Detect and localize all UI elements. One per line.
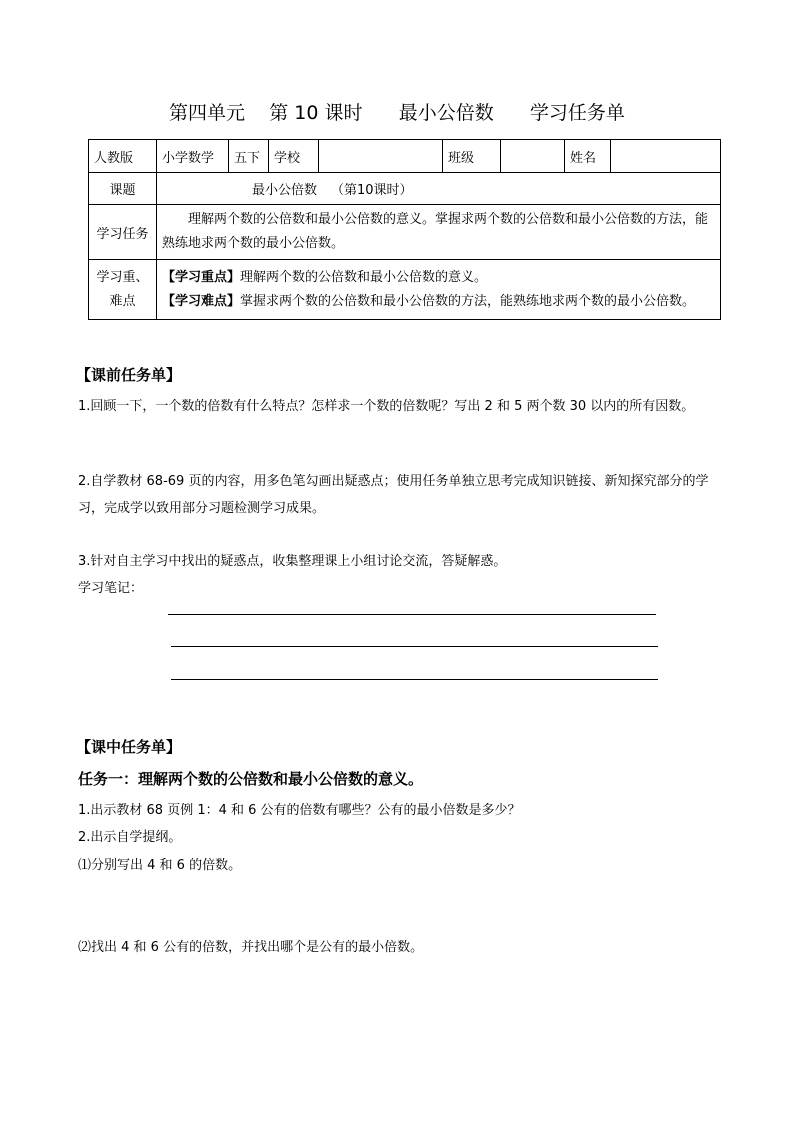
- focus-label-line2: 难点: [109, 293, 136, 309]
- in-class-sub-1: ⑴分别写出 4 和 6 的倍数。: [78, 858, 242, 873]
- focus-label: [89, 260, 157, 320]
- focus-cell: [157, 260, 721, 320]
- difficulty-label: 【学习难点】: [162, 293, 241, 309]
- focus-label-line1: 学习重、: [96, 269, 149, 285]
- topic-label: 课题: [89, 173, 157, 205]
- task1-title: 任务一：理解两个数的公倍数和最小公倍数的意义。: [78, 770, 424, 788]
- info-table: [88, 139, 721, 320]
- pre-class-item-1: 1.回顾一下，一个数的倍数有什么特点？怎样求一个数的倍数呢？写出 2 和 5 两个数 30 以内的所有因数。: [78, 399, 695, 414]
- key-point-label: 【学习重点】: [162, 269, 241, 285]
- difficulty-text: 掌握求两个数的公倍数和最小公倍数的方法，能熟练地求两个数的最小公倍数。: [240, 293, 696, 309]
- topic-cell: [157, 173, 721, 205]
- notes-label: 学习笔记：: [78, 581, 144, 596]
- key-point: [162, 266, 715, 290]
- name-field[interactable]: [611, 140, 721, 173]
- school-label: 学校: [269, 140, 319, 173]
- name-label: 姓名: [565, 140, 611, 173]
- note-line-3[interactable]: [171, 679, 658, 680]
- grade-cell: 五下: [229, 140, 269, 173]
- key-point-text: 理解两个数的公倍数和最小公倍数的意义。: [240, 269, 488, 285]
- difficulty-point: [162, 290, 715, 314]
- in-class-item-1: 1.出示教材 68 页例 1：4 和 6 公有的倍数有哪些？公有的最小倍数是多少？: [78, 803, 521, 818]
- task-label: 学习任务: [89, 205, 157, 260]
- page-title: 第四单元 第 10 课时 最小公倍数 学习任务单: [169, 102, 625, 124]
- class-label: 班级: [443, 140, 501, 173]
- pre-class-item-3: 3.针对自主学习中找出的疑惑点，收集整理课上小组讨论交流，答疑解惑。: [78, 554, 507, 569]
- note-line-1[interactable]: [168, 614, 656, 615]
- class-field[interactable]: [501, 140, 565, 173]
- edition-cell: 人教版: [89, 140, 157, 173]
- topic-sub: （第10课时）: [331, 183, 413, 198]
- in-class-sub-2: ⑵找出 4 和 6 公有的倍数，并找出哪个是公有的最小倍数。: [78, 940, 424, 955]
- in-class-item-2: 2.出示自学提纲。: [78, 830, 182, 845]
- subject-cell: 小学数学: [157, 140, 229, 173]
- pre-class-item-2: 2.自学教材 68-69 页的内容，用多色笔勾画出疑惑点；使用任务单独立思考完成知识链接、新知探究部分的学习，完成学以致用部分习题检测学习成果。: [78, 474, 709, 516]
- note-line-2[interactable]: [171, 646, 658, 647]
- school-field[interactable]: [319, 140, 443, 173]
- topic-main: 最小公倍数: [252, 183, 318, 198]
- pre-class-heading: 【课前任务单】: [76, 366, 182, 384]
- task-text: 理解两个数的公倍数和最小公倍数的意义。掌握求两个数的公倍数和最小公倍数的方法，能熟练地求两个数的最小公倍数。: [157, 205, 721, 260]
- in-class-heading: 【课中任务单】: [76, 738, 182, 756]
